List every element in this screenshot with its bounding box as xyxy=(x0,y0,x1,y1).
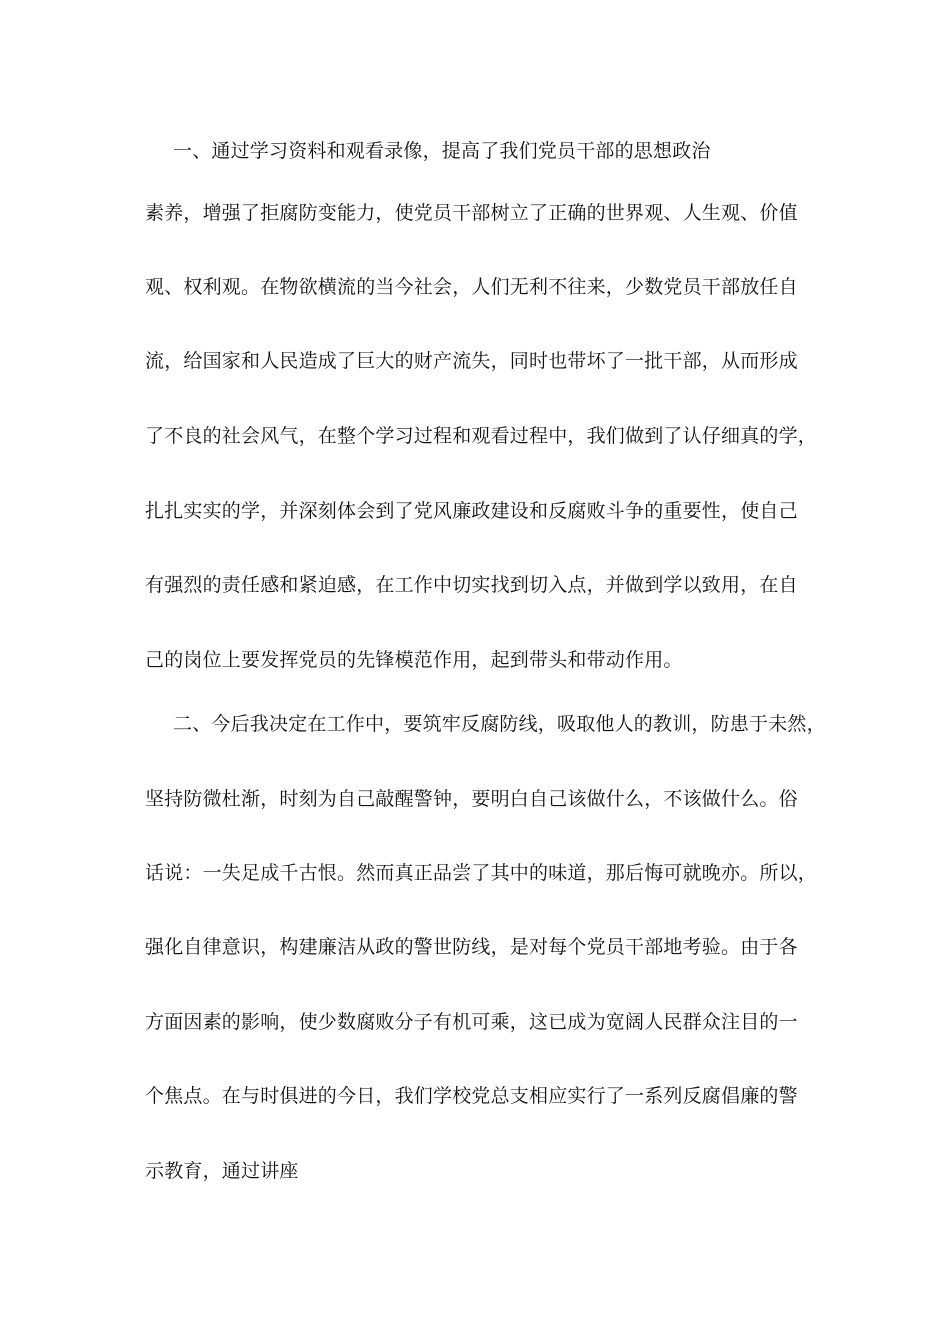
paragraph-2-line-7: 示教育，通过讲座 xyxy=(145,1160,299,1182)
paragraph-1-line-1: 一、通过学习资料和观看录像，提高了我们党员干部的思想政治 xyxy=(173,140,711,162)
paragraph-1-line-2: 素养，增强了拒腐防变能力，使党员干部树立了正确的世界观、人生观、价值 xyxy=(145,202,798,224)
paragraph-1-line-6: 扎扎实实的学，并深刻体会到了党风廉政建设和反腐败斗争的重要性，使自己 xyxy=(145,500,798,522)
paragraph-1-line-8: 己的岗位上要发挥党员的先锋模范作用，起到带头和带动作用。 xyxy=(145,649,683,671)
paragraph-1-line-4: 流，给国家和人民造成了巨大的财产流失，同时也带坏了一批干部，从而形成 xyxy=(145,350,798,372)
paragraph-2-line-5: 方面因素的影响，使少数腐败分子有机可乘，这已成为宽阔人民群众注目的一 xyxy=(145,1011,798,1033)
paragraph-2-line-2: 坚持防微杜渐，时刻为自己敲醒警钟，要明白自己该做什么，不该做什么。俗 xyxy=(145,788,798,810)
paragraph-2-line-1: 二、今后我决定在工作中，要筑牢反腐防线，吸取他人的教训，防患于未然， xyxy=(173,713,826,735)
paragraph-2-line-3: 话说：一失足成千古恨。然而真正品尝了其中的味道，那后悔可就晚亦。所以， xyxy=(145,862,818,884)
paragraph-1-line-3: 观、权利观。在物欲横流的当今社会，人们无利不往来，少数党员干部放任自 xyxy=(145,276,798,298)
paragraph-1-line-7: 有强烈的责任感和紧迫感，在工作中切实找到切入点，并做到学以致用，在自 xyxy=(145,574,798,596)
paragraph-2-line-6: 个焦点。在与时俱进的今日，我们学校党总支相应实行了一系列反腐倡廉的警 xyxy=(145,1085,798,1107)
paragraph-2-line-4: 强化自律意识，构建廉洁从政的警世防线，是对每个党员干部地考验。由于各 xyxy=(145,936,798,958)
paragraph-1-line-5: 了不良的社会风气，在整个学习过程和观看过程中，我们做到了认仔细真的学， xyxy=(145,425,818,447)
